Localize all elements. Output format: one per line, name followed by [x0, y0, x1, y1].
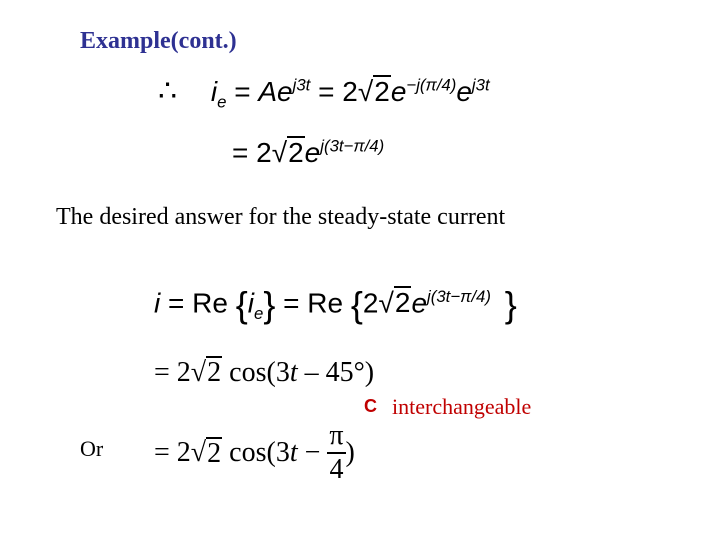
eq1-exp2: −j(π/4) — [406, 75, 457, 95]
eq5-fraction — [327, 420, 345, 486]
eq5-denominator: 4 — [329, 454, 344, 485]
eq1-lhs-sub: e — [217, 92, 227, 112]
eq5-equals: = — [154, 437, 170, 468]
eq3-lbrace-2: { — [350, 284, 363, 325]
eq2-sqrt-arg: 2 — [288, 137, 304, 168]
eq5-sqrt-arg: 2 — [207, 438, 222, 470]
eq1-equals-2: = — [318, 76, 335, 107]
eq3-re-1: Re — [192, 287, 228, 319]
eq3-sqrt-arg: 2 — [394, 287, 411, 319]
eq3-lbrace-1: { — [235, 284, 248, 325]
eq5-cos: cos(3 — [229, 437, 290, 468]
eq1-lhs: i — [210, 76, 218, 107]
equation-4: = 2√2 cos(3t – 45°) — [154, 357, 375, 388]
eq1-base: e — [390, 76, 407, 107]
eq3-i: i — [154, 287, 161, 319]
eq1-exp3: j3t — [471, 75, 490, 95]
eq4-t: t — [289, 357, 298, 388]
equation-3: i = Re $\{i_e\} = Re$ {$2√2e^{j(3t-\pi/4)}$ } — [154, 284, 517, 325]
eq3-base: e — [411, 287, 428, 319]
eq1-base2: e — [456, 76, 472, 107]
eq4-sqrt-arg: 2 — [207, 357, 222, 388]
eq5-coef: 2 — [176, 437, 191, 468]
interchangeable-arrow-icon: C — [364, 396, 377, 416]
eq2-exp: j(3t−π/4) — [320, 136, 385, 156]
eq3-inner-sub: e — [254, 303, 264, 323]
interchangeable-note: interchangeable — [392, 394, 532, 419]
eq2-base: e — [304, 137, 321, 168]
eq3-coef: 2 — [362, 287, 379, 319]
or-label: Or — [80, 436, 104, 461]
eq5-close-paren: ) — [345, 437, 355, 468]
eq3-exp: j(3t−π/4) — [427, 287, 491, 307]
eq4-equals: = — [154, 357, 170, 388]
eq1-coef: 2 — [342, 76, 358, 107]
therefore-symbol: ∴ — [158, 75, 178, 108]
eq5-t: t — [289, 437, 298, 468]
eq2-equals: = — [232, 137, 249, 168]
eq3-inner-i: i — [247, 287, 254, 319]
eq1-A: Ae — [258, 76, 293, 107]
eq5-minus: − — [297, 437, 321, 468]
eq3-equals-2: = — [283, 287, 300, 319]
eq4-cos: cos(3 — [229, 357, 290, 388]
eq1-sqrt-arg: 2 — [374, 76, 390, 107]
equation-5: = 2√2 cos(3t − $\frac{\pi}{4}$ ) — [154, 420, 355, 485]
eq1-exp1: j3t — [292, 75, 311, 95]
equation-1: ∴ $i_e = Ae^{j3t} = 2√2e^{-j(\pi/4)}e^{j3t}$ — [158, 75, 490, 112]
eq3-rbrace-2: } — [504, 284, 517, 325]
eq4-coef: 2 — [176, 357, 191, 388]
eq3-rbrace-1: } — [263, 284, 276, 325]
eq2-coef: 2 — [256, 137, 272, 168]
equation-2: = $2√2e^{j(3t-\pi/4)}$ — [232, 136, 385, 168]
eq3-re-2: Re — [307, 287, 344, 319]
slide-title: Example(cont.) — [80, 28, 237, 54]
eq1-equals-1: = — [234, 76, 251, 107]
eq5-numerator: π — [327, 420, 345, 454]
eq4-rest: – 45°) — [297, 357, 375, 388]
eq3-equals-1: = — [168, 287, 185, 319]
steady-state-sentence: The desired answer for the steady-state current — [56, 204, 506, 230]
